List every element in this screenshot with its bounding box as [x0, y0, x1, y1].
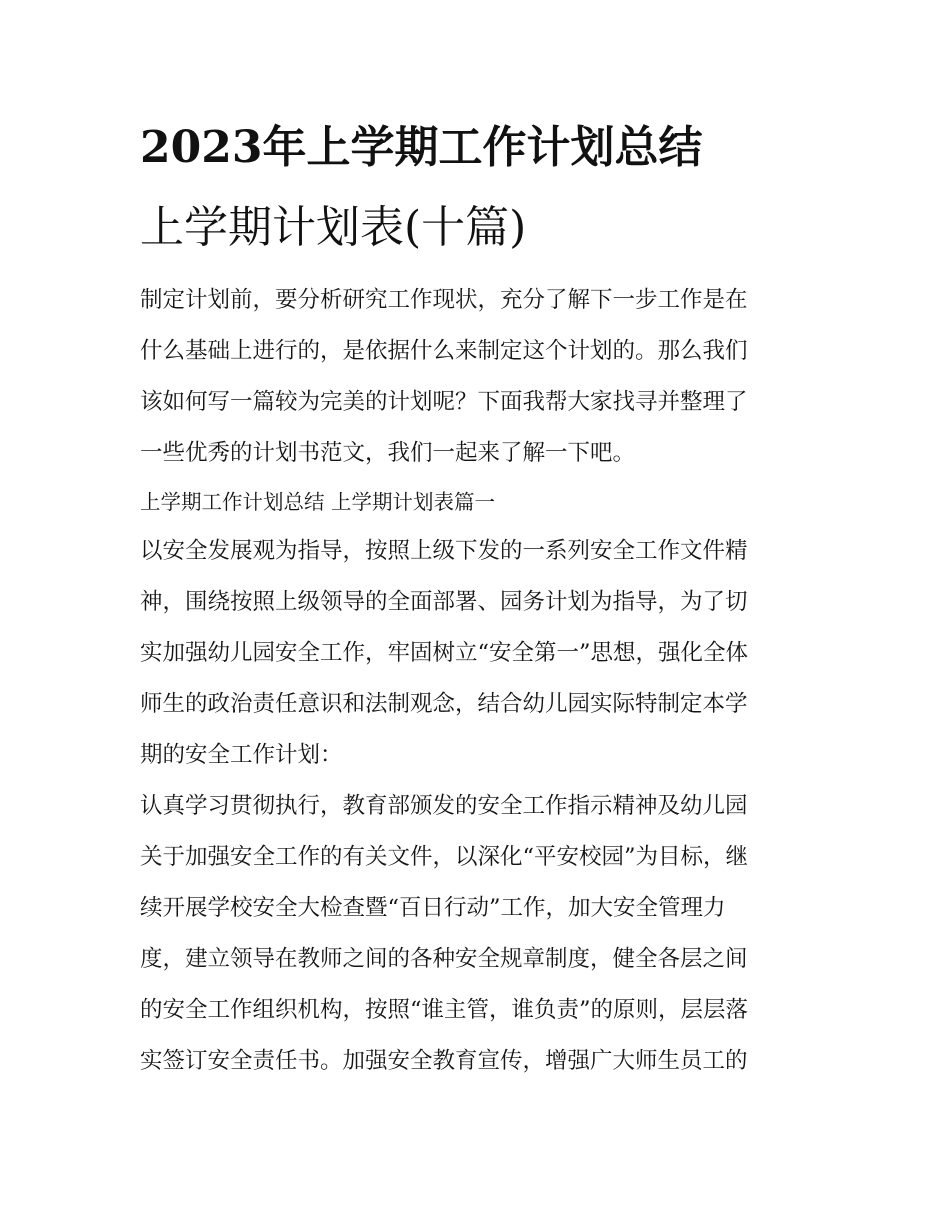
document-body	[140, 275, 812, 1087]
document-subtitle: 上学期计划表(十篇)	[140, 202, 527, 253]
section-heading: 上学期工作计划总结 上学期计划表篇一	[140, 490, 496, 514]
paragraph-line: 实签订安全责任书。加强安全教育宣传，增强广大师生员工的	[140, 1048, 748, 1074]
paragraph-line: 神，围绕按照上级领导的全面部署、园务计划为指导，为了切	[140, 589, 748, 615]
document-title: 2023年上学期工作计划总结	[140, 122, 703, 173]
paragraph-line: 关于加强安全工作的有关文件，以深化“平安校园”为目标，继	[140, 844, 749, 870]
paragraph-line: 的安全工作组织机构，按照“谁主管，谁负责”的原则，层层落	[140, 997, 749, 1023]
paragraph-line: 该如何写一篇较为完美的计划呢？下面我帮大家找寻并整理了	[140, 389, 748, 415]
paragraph-line: 制定计划前，要分析研究工作现状，充分了解下一步工作是在	[140, 287, 748, 313]
paragraph-line: 期的安全工作计划：	[140, 742, 343, 768]
paragraph-line: 以安全发展观为指导，按照上级下发的一系列安全工作文件精	[140, 538, 748, 564]
paragraph-line: 什么基础上进行的，是依据什么来制定这个计划的。那么我们	[140, 338, 748, 364]
paragraph-line: 度，建立领导在教师之间的各种安全规章制度，健全各层之间	[140, 946, 748, 972]
paragraph-line: 师生的政治责任意识和法制观念，结合幼儿园实际特制定本学	[140, 691, 748, 717]
paragraph-line: 续开展学校安全大检查暨“百日行动”工作，加大安全管理力	[140, 895, 726, 921]
paragraph-line: 一些优秀的计划书范文，我们一起来了解一下吧。	[140, 440, 636, 466]
paragraph-line: 认真学习贯彻执行，教育部颁发的安全工作指示精神及幼儿园	[140, 793, 748, 819]
paragraph-line: 实加强幼儿园安全工作，牢固树立“安全第一”思想，强化全体	[140, 640, 749, 666]
